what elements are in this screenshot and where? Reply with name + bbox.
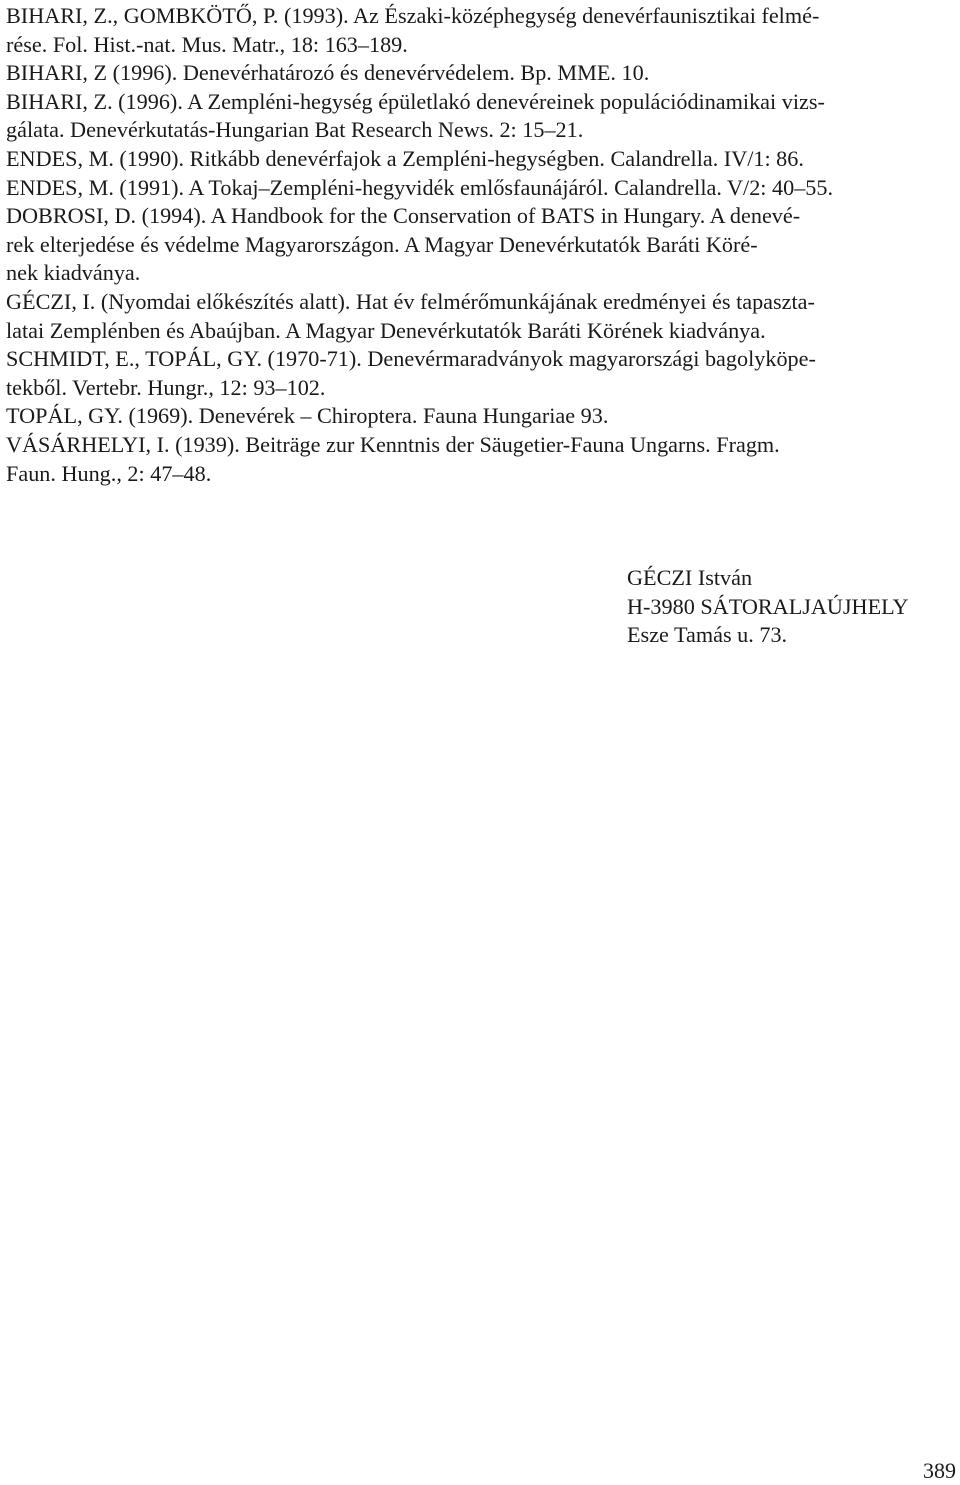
- reference-line: nek kiadványa.: [6, 260, 141, 286]
- reference-item: [6, 59, 956, 88]
- page-number: 389: [923, 1458, 956, 1483]
- reference-line: GÉCZI, I. (Nyomdai előkészítés alatt). Hat év felmérőmunkájának eredményei és tapaszta-: [6, 288, 815, 314]
- author-street: Esze Tamás u. 73.: [627, 622, 788, 648]
- author-city: H-3980 SÁTORALJAÚJHELY: [627, 593, 909, 619]
- reference-line: ENDES, M. (1990). Ritkább denevérfajok a Zempléni-hegységben. Calandrella. IV/1: 86.: [6, 145, 804, 171]
- reference-item: [6, 88, 956, 145]
- reference-line: rése. Fol. Hist.-nat. Mus. Matr., 18: 163–189.: [6, 31, 408, 57]
- reference-line: SCHMIDT, E., TOPÁL, GY. (1970-71). Denevérmaradványok magyarországi bagolyköpe-: [6, 346, 816, 372]
- reference-list: [6, 2, 956, 488]
- reference-item: [6, 431, 956, 488]
- reference-line: Faun. Hung., 2: 47–48.: [6, 460, 212, 486]
- reference-item: [6, 202, 956, 288]
- reference-line: ENDES, M. (1991). A Tokaj–Zempléni-hegyvidék emlősfaunájáról. Calandrella. V/2: 40–55.: [6, 174, 834, 200]
- reference-line: latai Zemplénben és Abaújban. A Magyar Denevérkutatók Baráti Körének kiadványa.: [6, 317, 766, 343]
- reference-item: [6, 2, 956, 59]
- reference-item: [6, 145, 956, 174]
- reference-line: rek elterjedése és védelme Magyarországon. A Magyar Denevérkutatók Baráti Köré-: [6, 231, 758, 257]
- reference-item: [6, 174, 956, 203]
- reference-item: [6, 288, 956, 345]
- reference-line: DOBROSI, D. (1994). A Handbook for the Conservation of BATS in Hungary. A denevé-: [6, 203, 801, 229]
- reference-item: [6, 345, 956, 402]
- reference-line: BIHARI, Z. (1996). A Zempléni-hegység épületlakó denevéreinek populációdinamikai vizs-: [6, 88, 825, 114]
- reference-line: BIHARI, Z., GOMBKÖTŐ, P. (1993). Az Északi-középhegység denevérfaunisztikai felmé-: [6, 3, 820, 28]
- reference-line: tekből. Vertebr. Hungr., 12: 93–102.: [6, 374, 326, 400]
- reference-item: [6, 402, 956, 431]
- reference-line: TOPÁL, GY. (1969). Denevérek – Chiroptera. Fauna Hungariae 93.: [6, 403, 609, 429]
- reference-line: VÁSÁRHELYI, I. (1939). Beiträge zur Kenntnis der Säugetier-Fauna Ungarns. Fragm.: [6, 431, 780, 457]
- author-name: GÉCZI István: [627, 565, 753, 590]
- author-address: [627, 564, 909, 650]
- reference-line: gálata. Denevérkutatás-Hungarian Bat Research News. 2: 15–21.: [6, 117, 584, 143]
- reference-line: BIHARI, Z (1996). Denevérhatározó és denevérvédelem. Bp. MME. 10.: [6, 60, 650, 86]
